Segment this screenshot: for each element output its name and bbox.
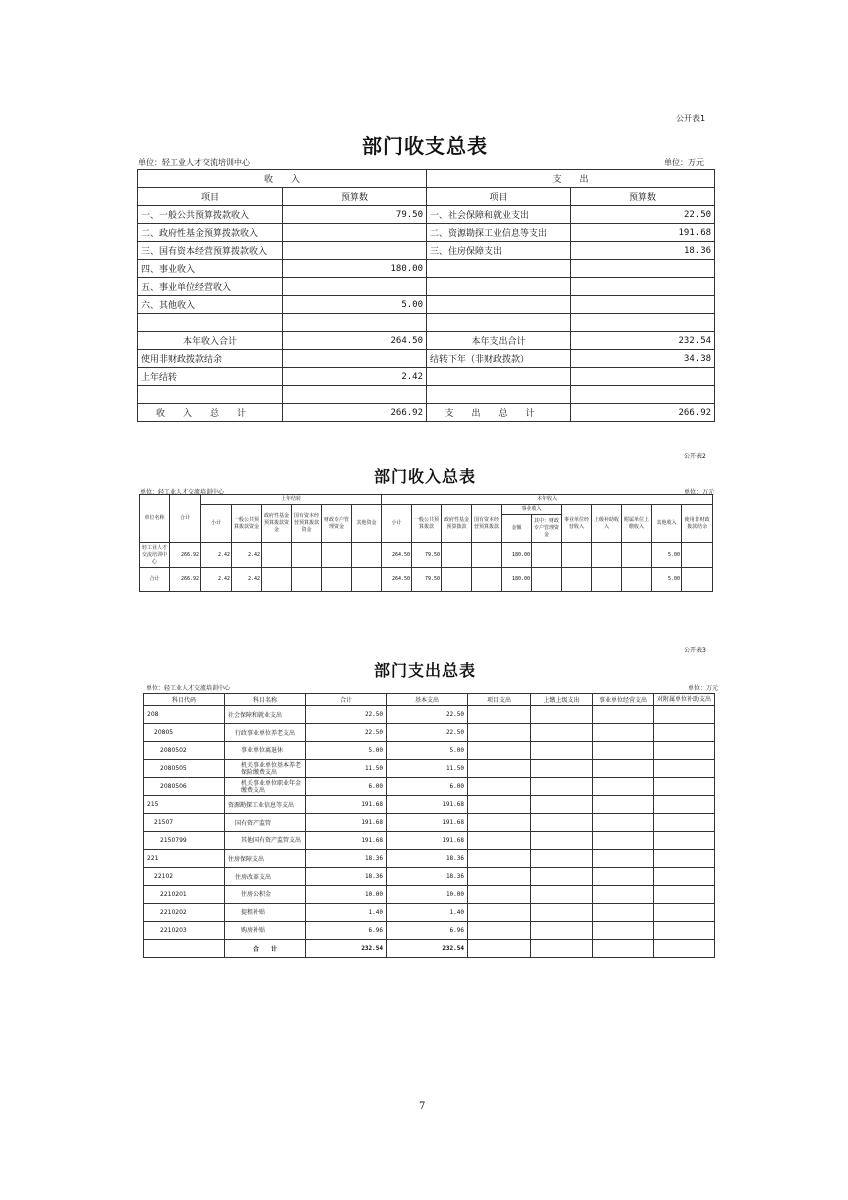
t2-header-prev-subtotal: 小计 [201,505,232,543]
t2-cell-total: 266.92 [170,543,201,568]
expense-value: 34.38 [571,350,715,368]
t3-basic: 11.50 [387,760,468,778]
t2-header-cur-fund: 政府性基金预算拨款 [442,505,472,543]
table2-tag: 公开表2 [684,453,706,460]
t3-code: 2080502 [144,742,225,760]
t3-cell-empty [531,742,593,760]
table-row [138,278,715,296]
t3-cell-empty [654,706,715,724]
table1-tag: 公开表1 [676,114,706,123]
t3-total: 5.00 [306,742,387,760]
t2-header-cur-state: 国有资本经营预算拨款 [472,505,502,543]
table1-unit-left: 单位：轻工业人才交流培训中心 [138,158,250,167]
t3-code: 221 [144,850,225,868]
t3-total-project [468,940,531,958]
t3-name: 资源勘探工业信息等支出 [225,796,306,814]
t3-total-label: 合 计 [225,940,306,958]
table2-unit-left: 单位：轻工业人才交流培训中心 [140,489,225,496]
t3-cell-empty [593,832,654,850]
t3-cell-empty [531,760,593,778]
expense-item: 二、资源勘探工业信息等支出 [427,224,571,242]
expense-section-header: 支 出 [427,170,715,188]
t3-cell-empty [531,778,593,796]
t3-name: 住房改革支出 [225,868,306,886]
t2-cell-empty [682,568,713,592]
t3-code: 2210201 [144,886,225,904]
t3-cell-empty [531,904,593,922]
t3-header-business-op: 事业单位经营支出 [593,694,654,706]
t3-cell-empty [654,832,715,850]
t3-cell-empty [531,868,593,886]
t3-name: 其他国有资产监管支出 [225,832,306,850]
t3-cell-empty [654,886,715,904]
t3-total: 22.50 [306,706,387,724]
income-value [283,278,427,296]
t3-total: 191.68 [306,796,387,814]
table3-unit-right: 单位：万元 [688,685,719,692]
t3-total: 6.96 [306,922,387,940]
income-item: 一、一般公共预算拨款收入 [138,206,283,224]
income-item: 使用非财政拨款结余 [138,350,283,368]
income-item: 五、事业单位经营收入 [138,278,283,296]
t2-cell-empty [442,568,472,592]
expense-item [427,278,571,296]
t3-cell-empty [468,796,531,814]
t2-cell-empty [352,543,382,568]
t2-header-nonfiscal: 使用非财政拨款结余 [682,505,713,543]
t3-basic: 191.68 [387,796,468,814]
department-income-table [139,494,713,592]
t3-cell-empty [531,814,593,832]
t3-total-subunit [654,940,715,958]
expense-item-header: 项目 [427,188,571,206]
t3-basic: 18.36 [387,850,468,868]
expense-value: 22.50 [571,206,715,224]
t2-header-business-op: 事业单位经营收入 [562,505,592,543]
income-item: 三、国有资本经营预算拨款收入 [138,242,283,260]
expense-item [427,386,571,404]
t2-cell-empty [292,543,322,568]
t2-header-total: 合计 [170,495,201,543]
t2-cell-other: 5.00 [652,543,682,568]
expense-item [427,296,571,314]
table3-unit-left: 单位：轻工业人才交流培训中心 [146,685,231,692]
expense-item [427,314,571,332]
t2-cell-empty [592,568,622,592]
t3-total: 22.50 [306,724,387,742]
table-row [140,543,713,568]
t3-basic: 5.00 [387,742,468,760]
t3-cell-empty [531,724,593,742]
t3-cell-empty [531,850,593,868]
table-row [144,886,715,904]
t3-cell-empty [593,868,654,886]
t2-cell-cur-sub: 264.50 [382,543,412,568]
expense-value [571,278,715,296]
table2-unit-right: 单位：万元 [684,489,715,496]
expense-item: 一、社会保障和就业支出 [427,206,571,224]
t3-total: 10.00 [306,886,387,904]
table-row [140,568,713,592]
t2-header-prev-carry: 上年结转 [201,495,382,505]
t3-cell-empty [654,814,715,832]
income-value [283,242,427,260]
t3-total: 6.00 [306,778,387,796]
income-value: 79.50 [283,206,427,224]
t2-header-cur-general: 一般公共预算拨款 [412,505,442,543]
t2-cell-biz: 180.00 [502,543,532,568]
income-value [283,314,427,332]
t3-cell-empty [468,742,531,760]
t3-name: 行政事业单位养老支出 [225,724,306,742]
income-item: 上年结转 [138,368,283,386]
t2-header-subunit: 附属单位上缴收入 [622,505,652,543]
t2-cell-cur-gen: 79.50 [412,568,442,592]
table1-title: 部门收支总表 [362,134,488,158]
t2-cell-total: 266.92 [170,568,201,592]
t3-name: 提租补贴 [225,904,306,922]
table-row [138,296,715,314]
table-row [138,224,715,242]
t3-cell-empty [593,778,654,796]
t2-cell-empty [532,543,562,568]
t3-cell-empty [654,922,715,940]
page-number: 7 [419,1101,426,1112]
t3-cell-empty [593,904,654,922]
t3-total: 18.36 [306,850,387,868]
t3-cell-empty [593,796,654,814]
table-row [144,868,715,886]
t3-cell-empty [593,706,654,724]
t3-cell-empty [531,796,593,814]
table-row [144,778,715,796]
t2-cell-empty [472,543,502,568]
table-row [144,814,715,832]
t2-header-prev-state: 国有资本经营预算拨款资金 [292,505,322,543]
t3-cell-empty [468,904,531,922]
income-value [283,386,427,404]
t3-cell-empty [531,832,593,850]
table-row [144,904,715,922]
t3-basic: 18.36 [387,868,468,886]
t3-code: 2210202 [144,904,225,922]
t2-header-cur-subtotal: 小计 [382,505,412,543]
expense-value [571,386,715,404]
t3-cell-empty [468,760,531,778]
t3-cell-empty [654,868,715,886]
t3-cell-empty [593,724,654,742]
t3-basic: 6.96 [387,922,468,940]
t2-cell-empty [262,543,292,568]
t3-cell-empty [531,922,593,940]
t2-cell-empty [352,568,382,592]
t3-header-basic: 基本支出 [387,694,468,706]
revenue-expense-summary-table [137,169,715,422]
expense-value [571,314,715,332]
t3-cell-empty [654,850,715,868]
income-section-header: 收 入 [138,170,427,188]
t3-cell-empty [468,706,531,724]
t3-cell-empty [654,742,715,760]
t3-cell-empty [468,922,531,940]
expense-budget-header: 预算数 [571,188,715,206]
table-row [144,706,715,724]
t3-code: 215 [144,796,225,814]
t3-cell-empty [654,724,715,742]
table-row [138,260,715,278]
t3-code: 2150799 [144,832,225,850]
t2-cell-empty [322,543,352,568]
t2-cell-empty [262,568,292,592]
t3-code: 208 [144,706,225,724]
t2-cell-empty [592,543,622,568]
t2-header-prev-special: 财政专户管理资金 [322,505,352,543]
income-value: 2.42 [283,368,427,386]
income-item-header: 项目 [138,188,283,206]
t3-name: 事业单位离退休 [225,742,306,760]
income-item: 四、事业收入 [138,260,283,278]
expense-value [571,260,715,278]
t2-header-business-amount: 金额 [502,515,532,543]
table-row [144,832,715,850]
table-row [144,760,715,778]
t3-name: 社会保障和就业支出 [225,706,306,724]
t3-cell-empty [593,886,654,904]
t3-code: 2080506 [144,778,225,796]
t3-code: 2210203 [144,922,225,940]
t3-total-basic: 232.54 [387,940,468,958]
table-row [144,850,715,868]
t2-header-other: 其他收入 [652,505,682,543]
t2-cell-biz: 180.00 [502,568,532,592]
t3-cell-empty [593,742,654,760]
t2-header-business-of-which: 其中：财政专户管理资金 [532,515,562,543]
t3-cell-empty [468,814,531,832]
t3-basic: 191.68 [387,814,468,832]
expense-item [427,368,571,386]
income-total-value: 266.92 [283,404,427,422]
expense-value: 191.68 [571,224,715,242]
table-row [138,368,715,386]
table-row [144,742,715,760]
t3-basic: 6.00 [387,778,468,796]
t2-cell-prev-sub: 2.42 [201,568,232,592]
table-row [138,314,715,332]
expense-value [571,368,715,386]
table-row [138,242,715,260]
t3-name: 住房保障支出 [225,850,306,868]
t3-cell-empty [468,850,531,868]
expense-item: 三、住房保障支出 [427,242,571,260]
t2-header-prev-fund: 政府性基金预算拨款资金 [262,505,292,543]
t3-total-upper [531,940,593,958]
t2-cell-empty [682,543,713,568]
t3-total: 191.68 [306,814,387,832]
t3-code: 22102 [144,868,225,886]
income-item: 二、政府性基金预算拨款收入 [138,224,283,242]
t3-header-subunit: 对附属单位补助支出 [654,694,715,706]
t3-total: 191.68 [306,832,387,850]
t2-cell-empty [562,543,592,568]
t3-cell-empty [593,760,654,778]
t2-cell-other: 5.00 [652,568,682,592]
t3-basic: 22.50 [387,724,468,742]
table-row [138,332,715,350]
expense-value [571,296,715,314]
t2-header-business: 事业收入 [502,505,562,515]
t3-name: 机关事业单位基本养老保险缴费支出 [225,760,306,778]
expense-value: 18.36 [571,242,715,260]
t3-basic: 1.40 [387,904,468,922]
t2-cell-empty [292,568,322,592]
t2-cell-empty [472,568,502,592]
t3-total-business-op [593,940,654,958]
t3-total: 18.36 [306,868,387,886]
t3-cell-empty [531,886,593,904]
income-value [283,224,427,242]
t3-name: 住房公积金 [225,886,306,904]
t2-cell-empty [442,543,472,568]
income-value: 180.00 [283,260,427,278]
t3-name: 购房补贴 [225,922,306,940]
t3-cell-empty [593,850,654,868]
t3-total: 11.50 [306,760,387,778]
t2-cell-prev-gen: 2.42 [232,543,262,568]
t2-cell-cur-gen: 79.50 [412,543,442,568]
table3-title: 部门支出总表 [373,661,476,680]
t3-header-code: 科目代码 [144,694,225,706]
expense-item: 结转下年（非财政拨款） [427,350,571,368]
t2-header-upper-subsidy: 上级补助收入 [592,505,622,543]
t3-cell-empty [593,814,654,832]
t3-total-value: 232.54 [306,940,387,958]
t3-total-code [144,940,225,958]
expense-item [427,260,571,278]
t3-header-upper: 上缴上级支出 [531,694,593,706]
t3-code: 21507 [144,814,225,832]
t3-cell-empty [468,886,531,904]
t3-cell-empty [468,868,531,886]
expense-total-value: 266.92 [571,404,715,422]
t2-cell-name: 合计 [140,568,170,592]
income-total-label: 收入总计 [138,404,283,422]
income-value: 5.00 [283,296,427,314]
t2-header-current-income: 本年收入 [382,495,713,505]
t3-cell-empty [654,760,715,778]
t2-header-prev-other: 其他资金 [352,505,382,543]
t3-basic: 22.50 [387,706,468,724]
t2-cell-empty [622,543,652,568]
t2-cell-empty [562,568,592,592]
income-item [138,386,283,404]
t3-cell-empty [593,922,654,940]
t3-cell-empty [531,706,593,724]
table1-unit-right: 单位：万元 [664,158,704,167]
t3-cell-empty [654,904,715,922]
t3-cell-empty [468,778,531,796]
table-row [144,796,715,814]
t3-name: 机关事业单位职业年金缴费支出 [225,778,306,796]
t3-header-name: 科目名称 [225,694,306,706]
income-item: 本年收入合计 [138,332,283,350]
expense-item: 本年支出合计 [427,332,571,350]
table2-title: 部门收入总表 [373,467,476,486]
table-row [138,206,715,224]
table-row [138,350,715,368]
expense-total-label: 支出总计 [427,404,571,422]
income-budget-header: 预算数 [283,188,427,206]
income-value: 264.50 [283,332,427,350]
t2-header-prev-general: 一般公共预算拨款资金 [232,505,262,543]
t2-cell-empty [622,568,652,592]
t3-header-total: 合计 [306,694,387,706]
t2-cell-empty [322,568,352,592]
table-row [138,386,715,404]
t3-cell-empty [468,724,531,742]
department-expense-table [143,693,715,958]
income-item [138,314,283,332]
table-row [144,724,715,742]
t2-cell-name: 轻工业人才交流培训中心 [140,543,170,568]
t3-code: 20805 [144,724,225,742]
t3-basic: 191.68 [387,832,468,850]
t3-cell-empty [654,778,715,796]
income-item: 六、其他收入 [138,296,283,314]
t3-cell-empty [654,796,715,814]
t3-code: 2080505 [144,760,225,778]
t3-basic: 10.00 [387,886,468,904]
table-row [144,922,715,940]
table3-tag: 公开表3 [684,647,706,654]
t2-cell-cur-sub: 264.50 [382,568,412,592]
t2-header-unit: 单位名称 [140,495,170,543]
t3-total: 1.40 [306,904,387,922]
t3-cell-empty [468,832,531,850]
t3-header-project: 项目支出 [468,694,531,706]
t2-cell-prev-sub: 2.42 [201,543,232,568]
income-value [283,350,427,368]
t3-name: 国有资产监管 [225,814,306,832]
expense-value: 232.54 [571,332,715,350]
t2-cell-prev-gen: 2.42 [232,568,262,592]
t2-cell-empty [532,568,562,592]
